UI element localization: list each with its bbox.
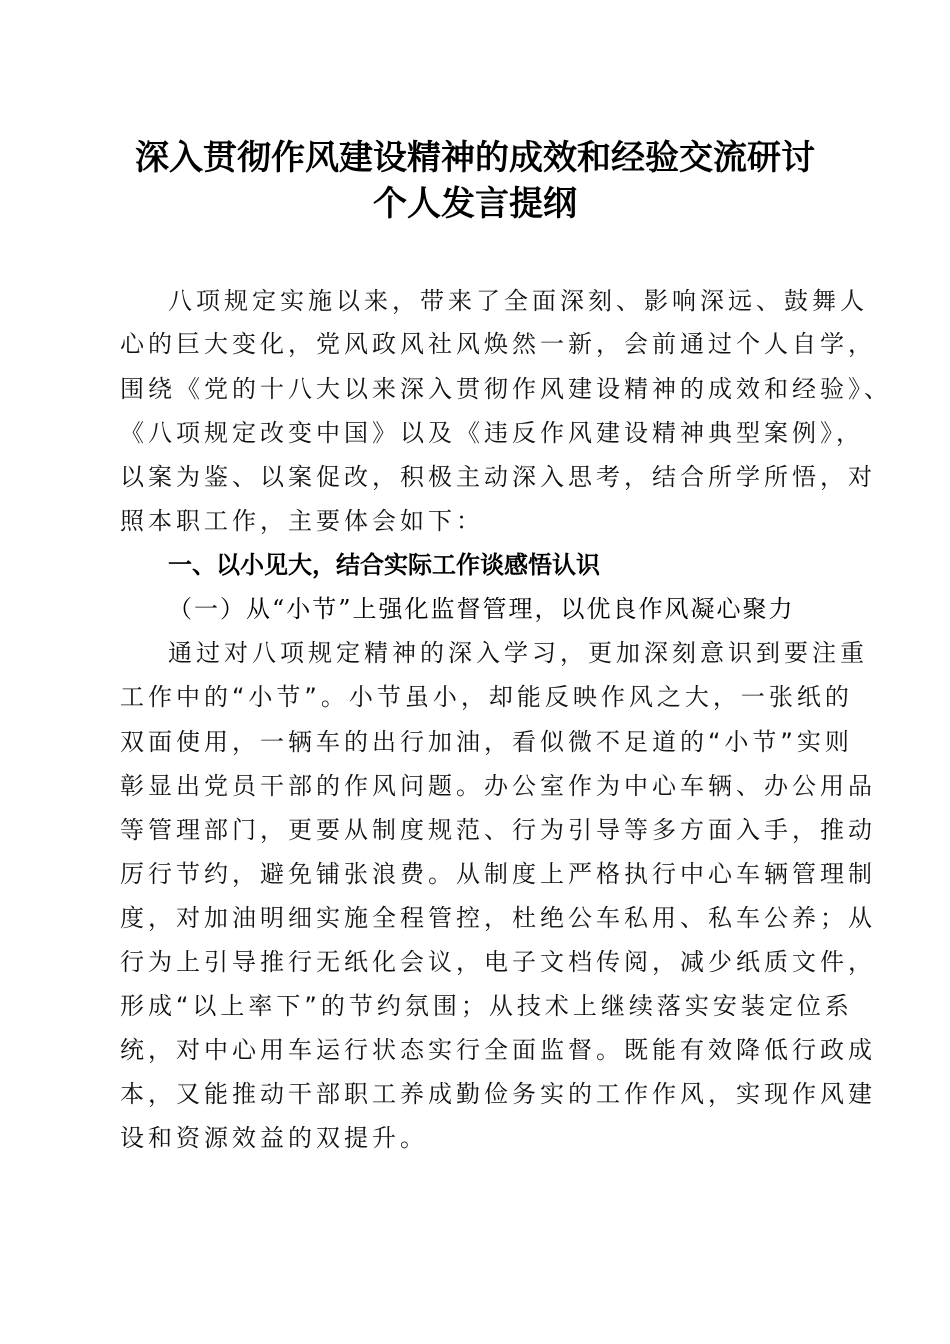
body-paragraph-line: 等管理部门，更要从制度规范、行为引导等多方面入手，推动 <box>120 816 876 844</box>
intro-paragraph-line: 八项规定实施以来，带来了全面深刻、影响深远、鼓舞人 <box>168 287 868 315</box>
body-paragraph-line: 形成“以上率下”的节约氛围；从技术上继续落实安装定位系 <box>120 992 853 1020</box>
body-paragraph-line: 本，又能推动干部职工养成勤俭务实的工作作风，实现作风建 <box>120 1080 876 1108</box>
section-heading: 一、以小见大，结合实际工作谈感悟认识 <box>168 551 600 579</box>
body-paragraph-line: 工作中的“小节”。小节虽小，却能反映作风之大，一张纸的 <box>120 683 853 711</box>
intro-paragraph-line: 心的巨大变化，党风政风社风焕然一新，会前通过个人自学， <box>120 330 876 358</box>
body-paragraph-line: 彰显出党员干部的作风问题。办公室作为中心车辆、办公用品 <box>120 772 876 800</box>
subsection-heading: （一）从“小节”上强化监督管理，以优良作风凝心聚力 <box>168 595 795 623</box>
document-title-line2: 个人发言提纲 <box>373 184 577 224</box>
body-paragraph-line: 统，对中心用车运行状态实行全面监督。既能有效降低行政成 <box>120 1036 876 1064</box>
body-paragraph-line: 设和资源效益的双提升。 <box>120 1124 428 1152</box>
body-paragraph-line: 双面使用，一辆车的出行加油，看似微不足道的“小节”实则 <box>120 728 853 756</box>
body-paragraph-line: 度，对加油明细实施全程管控，杜绝公车私用、私车公养；从 <box>120 904 876 932</box>
body-paragraph-line: 通过对八项规定精神的深入学习，更加深刻意识到要注重 <box>168 639 868 667</box>
intro-paragraph-line: 《八项规定改变中国》以及《违反作风建设精神典型案例》， <box>120 419 864 447</box>
body-paragraph-line: 厉行节约，避免铺张浪费。从制度上严格执行中心车辆管理制 <box>120 860 876 888</box>
intro-paragraph-line: 围绕《党的十八大以来深入贯彻作风建设精神的成效和经验》、 <box>120 375 892 403</box>
body-paragraph-line: 行为上引导推行无纸化会议，电子文档传阅，减少纸质文件， <box>120 948 876 976</box>
document-title-line1: 深入贯彻作风建设精神的成效和经验交流研讨 <box>135 138 815 178</box>
intro-paragraph-line: 照本职工作，主要体会如下： <box>120 507 484 535</box>
intro-paragraph-line: 以案为鉴、以案促改，积极主动深入思考，结合所学所悟，对 <box>120 463 876 491</box>
